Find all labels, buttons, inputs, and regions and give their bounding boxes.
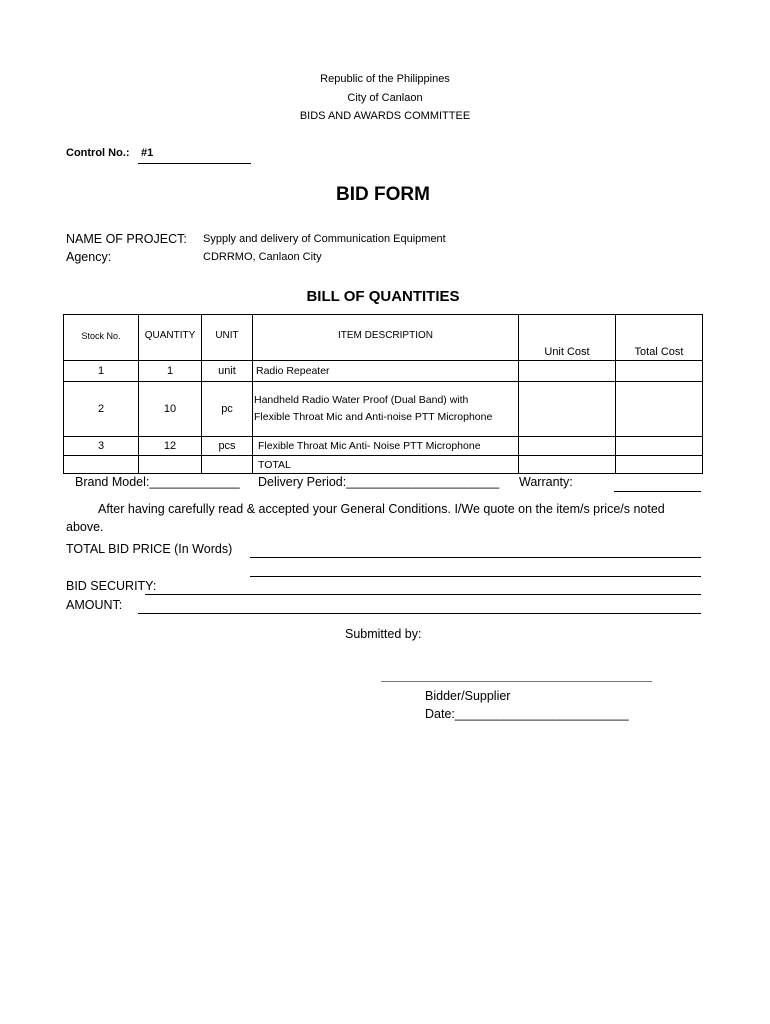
control-no-value: #1	[141, 147, 154, 159]
row2-description-line1: Handheld Radio Water Proof (Dual Band) with	[254, 394, 469, 406]
col-header-unit: UNIT	[202, 315, 253, 361]
row3-unit: pcs	[202, 437, 253, 456]
row2-stock: 2	[64, 382, 139, 437]
warranty-field[interactable]	[614, 491, 701, 492]
brand-model-field[interactable]: Brand Model:_____________	[75, 475, 240, 489]
agency-value: CDRRMO, Canlaon City	[203, 251, 322, 263]
total-bid-price-label: TOTAL BID PRICE (In Words)	[66, 542, 233, 556]
amount-label: AMOUNT:	[66, 598, 123, 612]
agency-label: Agency:	[66, 250, 112, 264]
delivery-period-field[interactable]: Delivery Period:______________________	[258, 475, 500, 489]
control-no-underline	[138, 163, 251, 164]
row1-unit-cost	[519, 361, 616, 382]
table-row	[64, 437, 703, 456]
project-name-label: NAME OF PROJECT:	[66, 232, 187, 246]
header-republic: Republic of the Philippines	[320, 73, 450, 85]
signature-line[interactable]	[381, 681, 652, 682]
total-bid-price-field-line2[interactable]	[250, 576, 701, 577]
bill-of-quantities-table	[63, 314, 703, 474]
row3-description: Flexible Throat Mic Anti- Noise PTT Microphone	[253, 437, 519, 456]
total-row-stock	[64, 456, 139, 474]
row1-stock: 1	[64, 361, 139, 382]
total-bid-price-field-line1[interactable]	[250, 557, 701, 558]
col-header-stock: Stock No.	[64, 315, 139, 361]
row2-unit: pc	[202, 382, 253, 437]
col-header-unit-cost: Unit Cost	[519, 315, 616, 361]
table-row	[64, 361, 703, 382]
row1-total-cost	[616, 361, 703, 382]
bidder-supplier-label: Bidder/Supplier	[425, 689, 511, 703]
total-row-unit	[202, 456, 253, 474]
page-title: BID FORM	[336, 184, 430, 205]
header-city: City of Canlaon	[347, 92, 423, 104]
table-header-row	[64, 315, 703, 361]
col-header-description: ITEM DESCRIPTION	[253, 315, 519, 361]
total-label: TOTAL	[253, 456, 519, 474]
row1-quantity: 1	[139, 361, 202, 382]
row3-stock: 3	[64, 437, 139, 456]
submitted-by-label: Submitted by:	[345, 627, 422, 641]
warranty-label: Warranty:	[519, 475, 573, 489]
row1-description: Radio Repeater	[253, 361, 519, 382]
row2-description-line2: Flexible Throat Mic and Anti-noise PTT Microphone	[254, 411, 493, 423]
total-row-quantity	[139, 456, 202, 474]
col-header-total-cost: Total Cost	[616, 315, 703, 361]
row1-unit: unit	[202, 361, 253, 382]
statement-line1: After having carefully read & accepted your General Conditions. I/We quote on the item/s price/s noted	[98, 502, 665, 516]
row2-quantity: 10	[139, 382, 202, 437]
row3-total-cost	[616, 437, 703, 456]
row3-quantity: 12	[139, 437, 202, 456]
bid-security-field[interactable]	[145, 594, 701, 595]
col-header-quantity: QUANTITY	[139, 315, 202, 361]
total-unit-cost	[519, 456, 616, 474]
amount-field[interactable]	[138, 613, 701, 614]
table-total-row	[64, 456, 703, 474]
row3-unit-cost	[519, 437, 616, 456]
bid-security-label: BID SECURITY:	[66, 579, 157, 593]
header-committee: BIDS AND AWARDS COMMITTEE	[299, 110, 471, 122]
statement-line2: above.	[66, 520, 104, 534]
row2-total-cost	[616, 382, 703, 437]
project-name-value: Sypply and delivery of Communication Equipment	[203, 233, 446, 245]
date-field[interactable]: Date:_________________________	[425, 707, 629, 721]
control-no-label: Control No.:	[66, 147, 130, 159]
total-total-cost	[616, 456, 703, 474]
boq-title: BILL OF QUANTITIES	[306, 288, 460, 305]
row2-unit-cost	[519, 382, 616, 437]
table-row	[64, 382, 703, 437]
row2-description	[253, 382, 519, 437]
